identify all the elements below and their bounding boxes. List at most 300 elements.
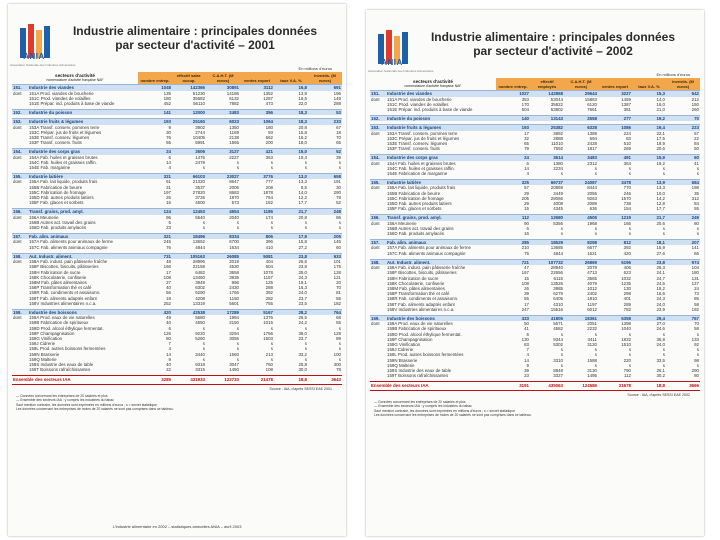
row-code: dont xyxy=(371,160,380,166)
row-label: 153C Prépar. jus de fruits et légumes xyxy=(387,135,460,141)
row-value: 149 xyxy=(333,95,341,101)
row-value: s xyxy=(236,159,239,165)
row-code: 156. xyxy=(12,209,28,215)
logo-subtitle: Association Nationale des Industries Alimentaires xyxy=(368,69,434,73)
row-value: 14 xyxy=(524,357,529,363)
row-label: Industrie fruits & légumes xyxy=(28,119,138,125)
row-value: 4345 xyxy=(553,206,563,212)
row-value: 289 xyxy=(623,301,631,307)
row-value: 1040 xyxy=(621,326,631,332)
row-value: 18 xyxy=(336,129,341,135)
row-label: Industrie des viandes xyxy=(386,91,496,97)
row-value: 167 xyxy=(521,270,529,276)
row-value: 5167 xyxy=(240,309,274,315)
row-value: 121 xyxy=(333,274,341,280)
row-label: 158T Fab. aliments adaptés enfant xyxy=(387,301,455,307)
row-value: 3112 xyxy=(240,85,274,91)
row-value: 321 xyxy=(138,234,172,240)
row-value: 2402 xyxy=(587,291,597,297)
row-value: s xyxy=(628,231,631,237)
row-value: 13685 xyxy=(550,245,563,251)
row-value: s xyxy=(628,171,631,177)
row-value: 6120 xyxy=(587,101,597,107)
row-value: 662 xyxy=(265,135,273,141)
row-value: 269 xyxy=(623,146,631,152)
row-value: s xyxy=(560,352,563,358)
title-line-1: Industrie alimentaire : principales données xyxy=(430,30,676,44)
row-value: 16 xyxy=(166,200,171,206)
row-value: s xyxy=(696,362,699,368)
row-value: 2019 xyxy=(229,259,239,265)
row-value: 42538 xyxy=(172,309,206,315)
row-value: s xyxy=(696,331,699,337)
row-value: s xyxy=(270,346,273,352)
total-row xyxy=(370,382,700,390)
row-value: 6 xyxy=(168,154,171,160)
row-value: 140 xyxy=(496,116,530,122)
row-code: dont xyxy=(13,154,22,160)
row-value: 41 xyxy=(694,160,699,166)
row-label: 159B Fabrication de spiritueux xyxy=(387,326,447,332)
row-value: 4530 xyxy=(229,264,239,270)
row-value: 2051 xyxy=(587,321,597,327)
row-value: 35682 xyxy=(192,95,205,101)
row-value: 17,5 xyxy=(656,135,665,141)
row-label: Industrie laitière xyxy=(28,174,138,180)
row-value: 290 xyxy=(333,189,341,195)
row-code: dont xyxy=(13,179,22,185)
row-value: s xyxy=(304,341,307,347)
row-label: 159G Vinification xyxy=(29,335,63,341)
row-value: s xyxy=(236,341,239,347)
row-code: 152. xyxy=(370,116,386,122)
row-value: 5 xyxy=(168,219,171,225)
row-value: 15,0 xyxy=(274,149,308,155)
row-value: 20,8 xyxy=(298,124,307,130)
row-value: 40 xyxy=(166,285,171,291)
row-value: 3776 xyxy=(240,174,274,180)
row-value: 31 xyxy=(166,184,171,190)
row-value: s xyxy=(560,362,563,368)
row-label: 159A Prod. eaux de vie naturelles xyxy=(387,321,453,327)
row-code: dont xyxy=(13,214,22,220)
row-value: 15,8 xyxy=(298,129,307,135)
row-value: 191 xyxy=(333,179,341,185)
row-label: Industrie laitière xyxy=(386,180,496,186)
row-value: 17 xyxy=(524,301,529,307)
row-value: s xyxy=(560,347,563,353)
row-value: 26,5 xyxy=(298,259,307,265)
row-value: 1380 xyxy=(553,160,563,166)
row-value: 6700 xyxy=(229,239,239,245)
column-header: C.A.H.T. (M euros) xyxy=(206,72,240,85)
row-value: 1588 xyxy=(587,357,597,363)
row-value: 288 xyxy=(265,285,273,291)
row-value: 166 xyxy=(163,264,171,270)
row-value: 1968 xyxy=(587,220,597,226)
row-value: 24,2 xyxy=(298,320,307,326)
row-label: 155B Fabrication de beurre xyxy=(29,184,83,190)
row-value: 23,8 xyxy=(632,259,666,265)
row-value: 29644 xyxy=(564,91,598,97)
row-value: 2079 xyxy=(587,265,597,271)
row-value: 55 xyxy=(166,140,171,146)
row-value: 28940 xyxy=(550,265,563,271)
row-value: 1185 xyxy=(240,209,274,215)
row-value: 66737 xyxy=(530,180,564,186)
row-value: 767 xyxy=(666,315,700,321)
row-value: 4310 xyxy=(553,301,563,307)
column-header: C.A.H.T. (M euros) xyxy=(564,78,598,91)
row-value: 15,9 xyxy=(632,155,666,161)
row-code: 157. xyxy=(12,234,28,240)
row-value: 35822 xyxy=(550,101,563,107)
row-value: 2138 xyxy=(229,135,239,141)
row-value: 25,8 xyxy=(298,361,307,367)
row-value: s xyxy=(202,225,205,231)
row-value: 24,0 xyxy=(298,290,307,296)
row-value: 4 xyxy=(168,346,171,352)
row-value: 84 xyxy=(694,141,699,147)
row-value: 404 xyxy=(265,259,273,265)
total-value: 18,8 xyxy=(274,376,308,384)
footnote-line: — Données concernant les entreprises de 20 salariés et plus xyxy=(374,400,466,404)
row-value: 30 xyxy=(336,184,341,190)
total-row xyxy=(12,376,342,384)
row-value: 5671 xyxy=(553,321,563,327)
row-value: 212 xyxy=(691,96,699,102)
row-value: 20,6 xyxy=(656,220,665,226)
row-value: 23,8 xyxy=(274,253,308,259)
row-value: 760 xyxy=(265,361,273,367)
row-value: 1387 xyxy=(621,101,631,107)
row-value: s xyxy=(202,341,205,347)
row-value: 2227 xyxy=(229,154,239,160)
row-value: 252 xyxy=(163,300,171,306)
row-value: 1810 xyxy=(587,296,597,302)
row-value: 3227 xyxy=(598,91,632,97)
row-value: 2312 xyxy=(587,160,597,166)
row-value: 26,1 xyxy=(656,367,665,373)
row-value: 6328 xyxy=(564,125,598,131)
row-value: s xyxy=(594,171,597,177)
column-header: taux V.A. % xyxy=(274,72,308,85)
row-value: 141 xyxy=(691,245,699,251)
data-table xyxy=(370,78,700,391)
row-code: 159. xyxy=(370,315,386,321)
row-value: 7661 xyxy=(587,107,597,113)
row-value: s xyxy=(696,231,699,237)
row-value: 406 xyxy=(623,265,631,271)
total-label: Ensemble des secteurs IAA xyxy=(12,376,138,384)
row-value: s xyxy=(662,225,665,231)
row-value: 12000 xyxy=(172,110,206,116)
row-value: 17 xyxy=(524,130,529,136)
row-value: 16 xyxy=(524,231,529,237)
footnote-line: — Données concernant les entreprises de 20 salariés et plus xyxy=(16,394,108,398)
row-value: 29 xyxy=(524,190,529,196)
row-code: dont xyxy=(371,265,380,271)
column-header: nombre entrep. xyxy=(496,78,530,91)
row-label: 155A Fab. lait liquide, produits frais xyxy=(387,185,456,191)
row-value: 2744 xyxy=(195,129,205,135)
row-value: 79 xyxy=(524,146,529,152)
row-label: 151A Prod. viandes de boucherie xyxy=(387,96,452,102)
row-value: 1287 xyxy=(263,95,273,101)
row-value: 3315 xyxy=(195,367,205,373)
page-title xyxy=(60,24,330,52)
row-value: 974 xyxy=(666,259,700,265)
row-value: 86 xyxy=(336,214,341,220)
row-value: 1086 xyxy=(598,125,632,131)
row-label: 155F Fab. glaces et sorbets xyxy=(387,206,442,212)
row-value: 3478 xyxy=(598,180,632,186)
row-value: 129 xyxy=(333,330,341,336)
row-value: 290 xyxy=(691,367,699,373)
row-label: 157C Fab. aliments animaux compagnie xyxy=(387,250,466,256)
row-code: 151. xyxy=(12,85,28,91)
row-value: 36,0 xyxy=(298,330,307,336)
row-value: 98 xyxy=(694,357,699,363)
row-label: 159G Vinification xyxy=(387,341,421,347)
row-value: 8848 xyxy=(553,367,563,373)
row-value: s xyxy=(628,362,631,368)
row-value: 48 xyxy=(166,259,171,265)
row-value: 764 xyxy=(308,309,342,315)
sector-header xyxy=(370,78,496,91)
row-value: 4550 xyxy=(195,320,205,326)
row-value: 53802 xyxy=(550,107,563,113)
column-header: nombre entrep. xyxy=(138,72,172,85)
row-value: 5081 xyxy=(240,253,274,259)
row-value: 2006 xyxy=(229,184,239,190)
row-value: 205 xyxy=(521,195,529,201)
row-value: 1169 xyxy=(229,129,239,135)
row-value: 104 xyxy=(691,265,699,271)
row-value: 128 xyxy=(333,269,341,275)
row-label: 151A Prod. viandes de boucherie xyxy=(29,90,94,96)
row-value: 12453 xyxy=(172,209,206,215)
column-header: effectif employés xyxy=(530,78,564,91)
row-value: s xyxy=(236,325,239,331)
row-value: s xyxy=(594,331,597,337)
row-value: 150 xyxy=(691,101,699,107)
row-value: 13,9 xyxy=(632,180,666,186)
row-value: 421 xyxy=(240,149,274,155)
source-note: Source : IAA, d'après SESSI EAE 2001 xyxy=(269,387,332,391)
row-value: 433 xyxy=(496,315,530,321)
page-footer: L'industrie alimentaire en 2002 – statistiques annuelles ANIA – avril 2003 xyxy=(112,524,242,529)
row-value: 1756 xyxy=(263,330,273,336)
row-label: 156A Meunerie xyxy=(29,214,59,220)
row-value: 13652 xyxy=(192,239,205,245)
row-value: 16,5 xyxy=(298,95,307,101)
row-value: 7 xyxy=(168,341,171,347)
data-table xyxy=(12,72,342,385)
row-value: 26,3 xyxy=(656,265,665,271)
row-value: 39 xyxy=(336,154,341,160)
row-value: 3056 xyxy=(229,335,239,341)
ania-logo-icon xyxy=(14,22,58,68)
row-label: 158F Biscottes, biscuits, pâtisseries xyxy=(387,270,457,276)
row-code: dont xyxy=(13,90,22,96)
row-value: 23,8 xyxy=(298,264,307,270)
row-value: 13143 xyxy=(530,116,564,122)
row-label: 158M Fab. pâtes alimentaires xyxy=(387,285,445,291)
row-value: 12,2 xyxy=(298,195,307,201)
row-value: 23,7 xyxy=(298,335,307,341)
row-value: 996 xyxy=(231,279,239,285)
row-value: 18529 xyxy=(530,240,564,246)
row-value: 83 xyxy=(524,341,529,347)
row-value: 32 xyxy=(524,135,529,141)
row-label: 158R Fab. condiments et assaisonn. xyxy=(387,296,459,302)
row-value: 107732 xyxy=(530,259,564,265)
row-label: 154C Fab. huiles et graisses raffin. xyxy=(387,165,455,171)
row-code: dont xyxy=(13,315,22,321)
row-value: s xyxy=(202,325,205,331)
row-value: s xyxy=(304,219,307,225)
row-value: 14 xyxy=(166,351,171,357)
row-value: 75 xyxy=(524,250,529,256)
row-value: 1150 xyxy=(229,295,239,301)
row-value: 1503 xyxy=(263,335,273,341)
row-value: 3130 xyxy=(587,367,597,373)
row-value: 51230 xyxy=(192,90,205,96)
row-value: 247 xyxy=(521,306,529,312)
row-value: 112 xyxy=(624,373,631,379)
row-value: 76 xyxy=(166,135,171,141)
row-value: 67 xyxy=(336,124,341,130)
row-value: 36,8 xyxy=(656,336,665,342)
row-code: 157. xyxy=(370,240,386,246)
document-page-2002 xyxy=(366,10,704,536)
row-value: 19,2 xyxy=(632,116,666,122)
row-value: s xyxy=(696,171,699,177)
row-value: 410 xyxy=(265,244,273,250)
row-value: 65 xyxy=(336,140,341,146)
column-header: ventes export xyxy=(240,72,274,85)
total-value: 18,8 xyxy=(632,382,666,390)
row-value: 18,0 xyxy=(298,140,307,146)
row-value: s xyxy=(662,352,665,358)
row-value: 1634 xyxy=(229,244,239,250)
row-value: 170 xyxy=(521,101,529,107)
row-value: 9344 xyxy=(553,336,563,342)
row-value: 55 xyxy=(336,295,341,301)
footnote-line: — Ensemble des secteurs IAA : y compris les industries du tabac xyxy=(16,398,114,403)
row-value: s xyxy=(304,225,307,231)
row-value: 2430 xyxy=(229,285,239,291)
row-value: 16,8 xyxy=(274,85,308,91)
row-label: 158V Industries alimentaires n.c.a. xyxy=(29,300,97,306)
row-value: 694 xyxy=(589,135,597,141)
row-value: 14,0 xyxy=(656,96,665,102)
row-value: 20,8 xyxy=(298,214,307,220)
row-value: 30,0 xyxy=(298,367,307,373)
row-label: 158A Fab. indust. pain pâtisserie fraîche xyxy=(29,259,108,265)
total-value: 21678 xyxy=(598,382,632,390)
row-value: 1565 xyxy=(229,140,239,146)
footnotes xyxy=(16,394,338,412)
row-label: 158P Transformation thé et café xyxy=(387,291,450,297)
row-code: dont xyxy=(371,321,380,327)
row-value: s xyxy=(338,225,341,231)
row-value: 1064 xyxy=(240,119,274,125)
row-value: 573 xyxy=(231,200,239,206)
row-value: 19,4 xyxy=(298,154,307,160)
row-value: 658 xyxy=(308,174,342,180)
row-value: 152 xyxy=(265,200,273,206)
row-value: 3565 xyxy=(587,275,597,281)
row-value: 27,6 xyxy=(656,250,665,256)
row-value: 18,3 xyxy=(274,119,308,125)
row-value: 15516 xyxy=(550,306,563,312)
row-value: 510 xyxy=(623,141,631,147)
total-value: 124586 xyxy=(564,382,598,390)
row-value: 452 xyxy=(163,101,171,107)
row-value: 3537 xyxy=(195,184,205,190)
row-value: 623 xyxy=(623,270,631,276)
row-value: 11010 xyxy=(551,141,563,147)
row-label: 158F Biscottes, biscuits, pâtisseries xyxy=(29,264,99,270)
row-label: 155A Fab. lait liquide, produits frais xyxy=(29,179,98,185)
row-value: 298 xyxy=(623,291,631,297)
row-value: s xyxy=(594,165,597,171)
row-value: 52 xyxy=(308,149,342,155)
row-value: 19,2 xyxy=(656,285,665,291)
row-label: 158M Fab. pâtes alimentaires xyxy=(29,279,87,285)
row-value: 4 xyxy=(526,171,529,177)
row-value: 18,1 xyxy=(632,240,666,246)
row-value: 13,9 xyxy=(298,90,307,96)
row-value: s xyxy=(594,347,597,353)
row-value: 3892 xyxy=(553,130,563,136)
row-value: s xyxy=(594,362,597,368)
row-value: 14,2 xyxy=(656,195,665,201)
row-code: 155. xyxy=(370,180,386,186)
row-value: s xyxy=(270,325,273,331)
row-label: 153A Transf. conserv. pommes terre xyxy=(387,130,458,136)
row-value: 5260 xyxy=(195,335,205,341)
row-value: 6115 xyxy=(553,275,563,281)
row-value: 4 xyxy=(526,352,529,358)
row-code: 153. xyxy=(12,119,28,125)
row-value: 4208 xyxy=(195,295,205,301)
row-value: 224 xyxy=(623,130,631,136)
row-value: s xyxy=(628,347,631,353)
row-value: 154 xyxy=(623,206,631,212)
row-value: 392 xyxy=(623,245,631,251)
row-value: 14186 xyxy=(226,90,239,96)
row-code: 154. xyxy=(370,155,386,161)
row-value: 1048 xyxy=(138,85,172,91)
row-value: 1157 xyxy=(263,274,273,280)
row-value: s xyxy=(236,165,239,171)
total-value: 435063 xyxy=(530,382,564,390)
row-label: 159J Cidrerie xyxy=(387,347,414,353)
row-value: s xyxy=(304,325,307,331)
row-value: 6290 xyxy=(195,290,205,296)
row-value: 80 xyxy=(166,335,171,341)
row-value: 24 xyxy=(138,149,172,155)
row-value: 30891 xyxy=(206,85,240,91)
row-label: 159L Prod. autres boissons fermentées xyxy=(29,346,106,352)
row-label: 159J Cidrerie xyxy=(29,341,56,347)
total-value: 3643 xyxy=(308,376,342,384)
row-value: 4844 xyxy=(553,250,563,256)
row-value: 83 xyxy=(626,135,631,141)
